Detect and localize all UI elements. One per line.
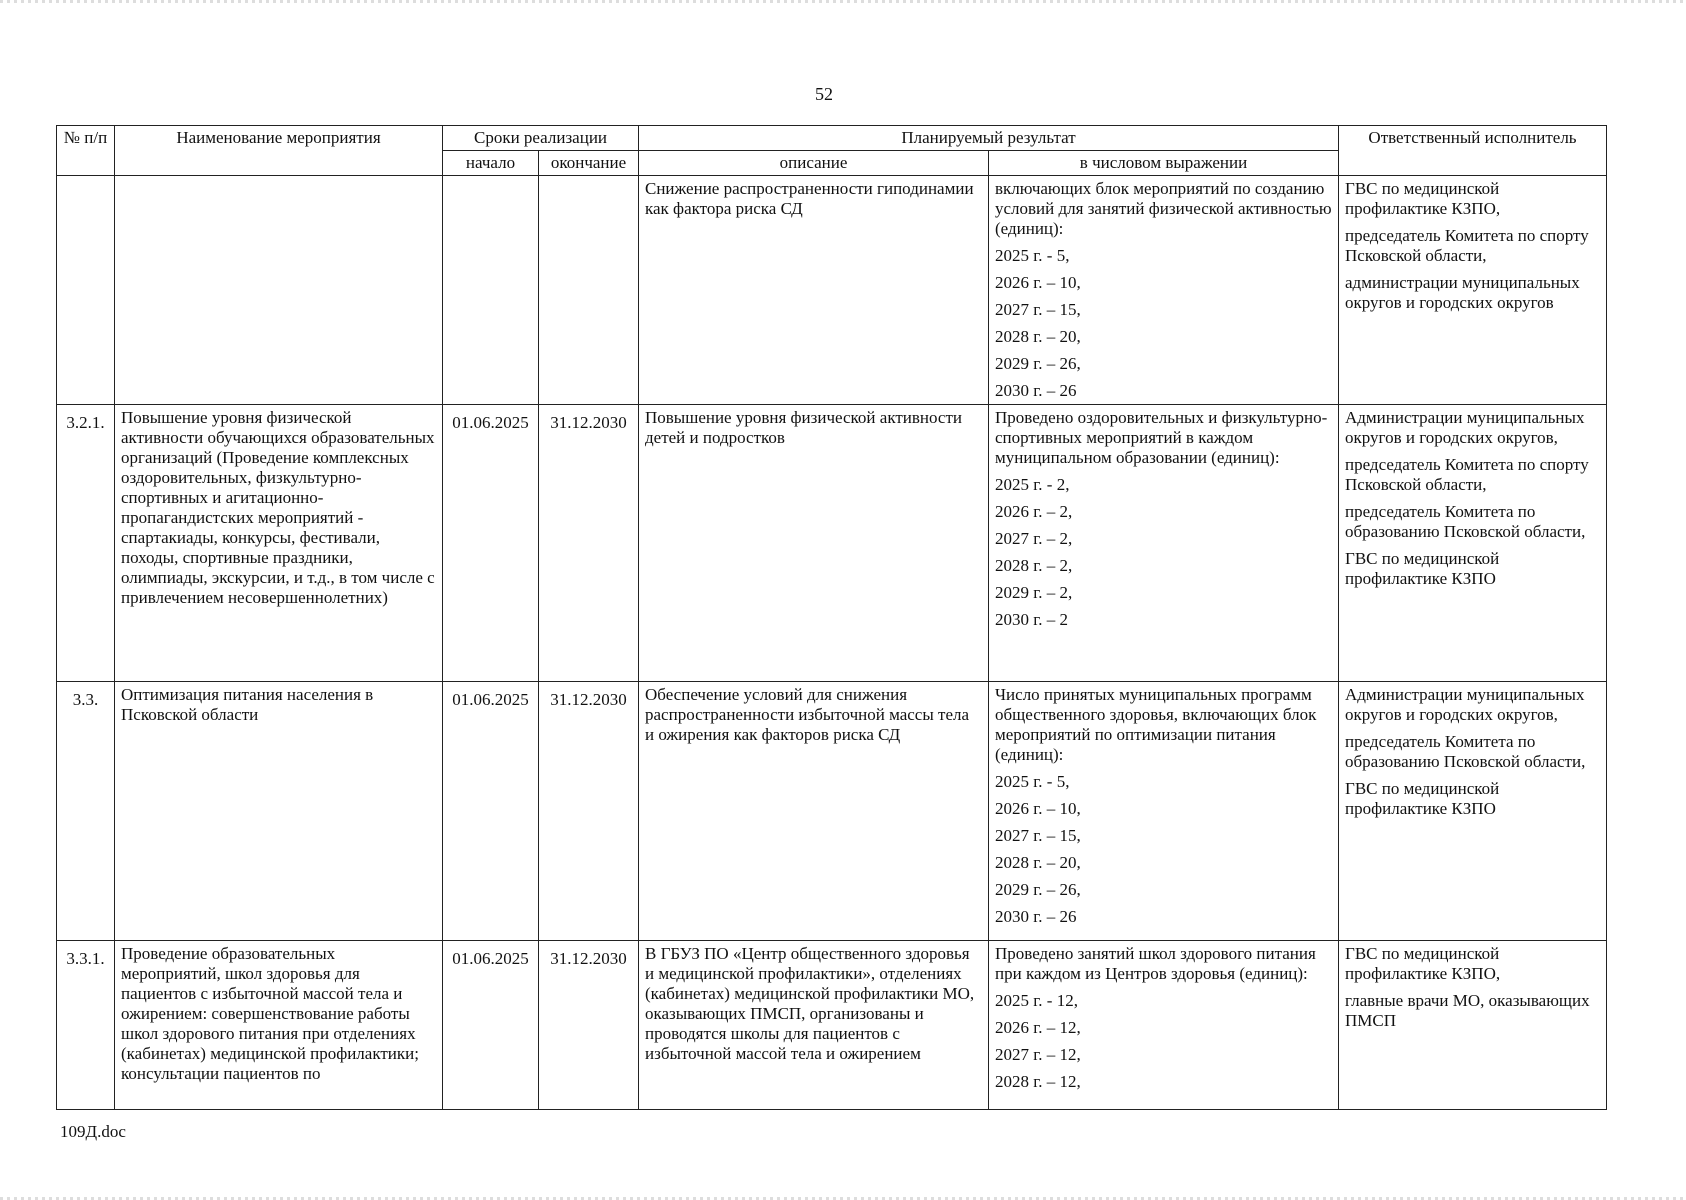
row-responsible — [1339, 682, 1607, 941]
row-numeric — [989, 176, 1339, 405]
numeric-value: 2026 г. – 2, — [995, 502, 1073, 521]
row-responsible — [1339, 176, 1607, 405]
row-start: 01.06.2025 — [443, 405, 539, 682]
header-desc: описание — [639, 151, 989, 176]
row-name — [115, 176, 443, 405]
row-end — [539, 176, 639, 405]
row-numeric — [989, 941, 1339, 1110]
header-num: № п/п — [57, 126, 115, 176]
responsible-item: Администрации муниципальных округов и городских округов, — [1345, 408, 1585, 447]
responsible-item: председатель Комитета по образованию Псковской области, — [1345, 502, 1586, 541]
row-desc: Повышение уровня физической активности детей и подростков — [639, 405, 989, 682]
numeric-value: 2025 г. - 5, — [995, 772, 1070, 791]
header-numeric: в числовом выражении — [989, 151, 1339, 176]
header-name: Наименование мероприятия — [115, 126, 443, 176]
responsible-item: ГВС по медицинской профилактике КЗПО, — [1345, 944, 1501, 983]
numeric-value: 2030 г. – 2 — [995, 610, 1069, 629]
header-terms: Сроки реализации — [443, 126, 639, 151]
row-numeric — [989, 405, 1339, 682]
header-row-1 — [57, 126, 1607, 151]
numeric-value: 2029 г. – 26, — [995, 880, 1081, 899]
table-row — [57, 941, 1607, 1110]
numeric-value: 2027 г. – 15, — [995, 826, 1081, 845]
row-num: 3.3.1. — [57, 941, 115, 1110]
row-name: Проведение образовательных мероприятий, школ здоровья для пациентов с избыточной массой тела и ожирением: совершенствование работы школ здорового питания при отделениях (кабинетах) медицинской профилактики; консультации пациентов по — [115, 941, 443, 1110]
row-start: 01.06.2025 — [443, 682, 539, 941]
row-numeric — [989, 682, 1339, 941]
responsible-item: ГВС по медицинской профилактике КЗПО — [1345, 779, 1500, 818]
plan-table — [56, 125, 1607, 1110]
row-desc: Обеспечение условий для снижения распространенности избыточной массы тела и ожирения как факторов риска СД — [639, 682, 989, 941]
numeric-value: 2025 г. - 2, — [995, 475, 1070, 494]
row-name: Повышение уровня физической активности обучающихся образовательных организаций (Проведение комплексных оздоровительных, физкультурно-спортивных и агитационно-пропагандистских мероприятий - спартакиады, конкурсы, фестивали, походы, спортивные праздники, олимпиады, экскурсии, и т.д., в том числе с привлечением несовершеннолетних) — [115, 405, 443, 682]
responsible-item: ГВС по медицинской профилактике КЗПО — [1345, 549, 1500, 588]
numeric-value: 2025 г. - 5, — [995, 246, 1070, 265]
numeric-value: 2028 г. – 2, — [995, 556, 1073, 575]
row-num: 3.2.1. — [57, 405, 115, 682]
numeric-value: 2026 г. – 12, — [995, 1018, 1081, 1037]
numeric-value: 2027 г. – 15, — [995, 300, 1081, 319]
header-responsible: Ответственный исполнитель — [1339, 126, 1607, 176]
footer-file-name: 109Д.doc — [60, 1122, 126, 1141]
table-row — [57, 176, 1607, 405]
row-num: 3.3. — [57, 682, 115, 941]
row-num — [57, 176, 115, 405]
numeric-value: 2027 г. – 12, — [995, 1045, 1081, 1064]
header-end: окончание — [539, 151, 639, 176]
numeric-value: 2028 г. – 20, — [995, 327, 1081, 346]
responsible-item: главные врачи МО, оказывающих ПМСП — [1345, 991, 1590, 1030]
numeric-value: 2030 г. – 26 — [995, 381, 1077, 400]
table-row — [57, 405, 1607, 682]
row-responsible — [1339, 941, 1607, 1110]
numeric-value: 2026 г. – 10, — [995, 799, 1081, 818]
row-end: 31.12.2030 — [539, 405, 639, 682]
responsible-item: председатель Комитета по спорту Псковской области, — [1345, 455, 1589, 494]
row-start: 01.06.2025 — [443, 941, 539, 1110]
responsible-item: председатель Комитета по образованию Псковской области, — [1345, 732, 1586, 771]
row-desc: В ГБУЗ ПО «Центр общественного здоровья и медицинской профилактики», отделениях (кабинетах) медицинской профилактики МО, оказывающих ПМСП, организованы и проводятся школы для пациентов с избыточной массой тела и ожирением — [639, 941, 989, 1110]
row-end: 31.12.2030 — [539, 941, 639, 1110]
numeric-value: 2028 г. – 20, — [995, 853, 1081, 872]
numeric-value: 2029 г. – 26, — [995, 354, 1081, 373]
numeric-text: Проведено занятий школ здорового питания при каждом из Центров здоровья (единиц): — [995, 944, 1316, 983]
numeric-value: 2030 г. – 26 — [995, 907, 1077, 926]
header-result: Планируемый результат — [639, 126, 1339, 151]
numeric-value: 2026 г. – 10, — [995, 273, 1081, 292]
row-name: Оптимизация питания населения в Псковской области — [115, 682, 443, 941]
row-responsible — [1339, 405, 1607, 682]
numeric-value: 2029 г. – 2, — [995, 583, 1073, 602]
responsible-item: администрации муниципальных округов и городских округов — [1345, 273, 1580, 312]
numeric-text: Проведено оздоровительных и физкультурно-спортивных мероприятий в каждом муниципальном образовании (единиц): — [995, 408, 1328, 467]
responsible-item: Администрации муниципальных округов и городских округов, — [1345, 685, 1585, 724]
numeric-text: включающих блок мероприятий по созданию условий для занятий физической активностью (единиц): — [995, 179, 1332, 238]
page-number: 52 — [815, 84, 833, 104]
numeric-value: 2027 г. – 2, — [995, 529, 1073, 548]
responsible-item: ГВС по медицинской профилактике КЗПО, — [1345, 179, 1501, 218]
scan-edge-top — [0, 0, 1686, 3]
table-row — [57, 682, 1607, 941]
row-end: 31.12.2030 — [539, 682, 639, 941]
responsible-item: председатель Комитета по спорту Псковской области, — [1345, 226, 1589, 265]
numeric-value: 2028 г. – 12, — [995, 1072, 1081, 1091]
row-start — [443, 176, 539, 405]
row-desc: Снижение распространенности гиподинамии как фактора риска СД — [639, 176, 989, 405]
numeric-value: 2025 г. - 12, — [995, 991, 1078, 1010]
numeric-text: Число принятых муниципальных программ общественного здоровья, включающих блок мероприятий по оптимизации питания (единиц): — [995, 685, 1317, 764]
header-start: начало — [443, 151, 539, 176]
